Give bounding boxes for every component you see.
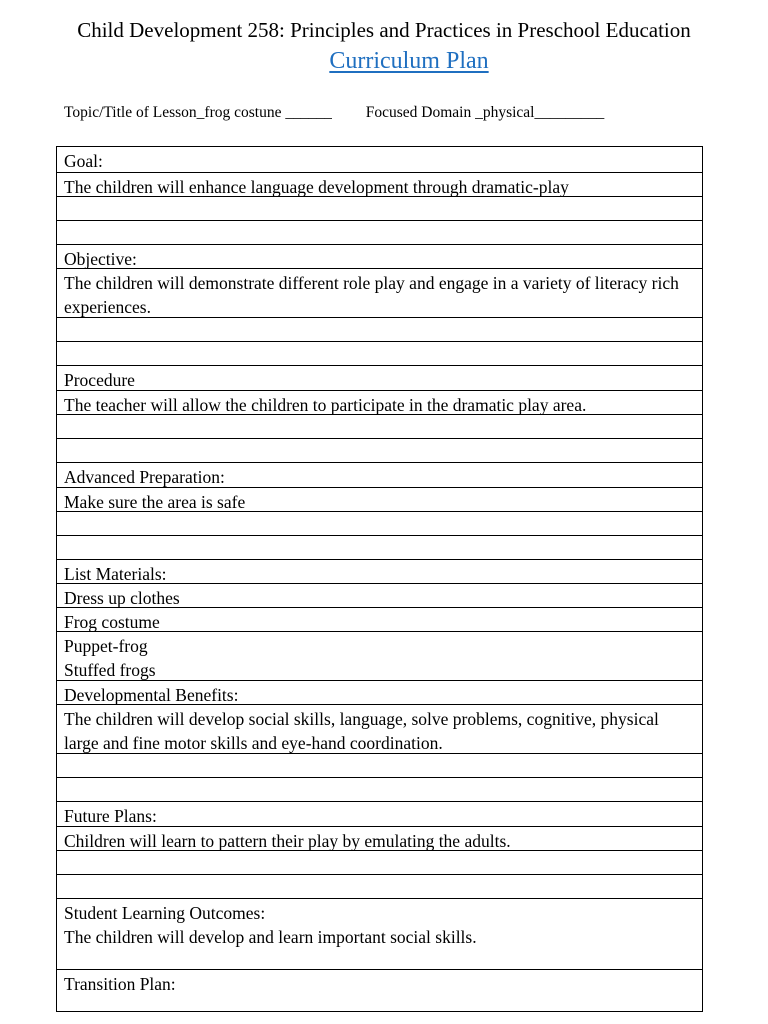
material-item: Frog costume — [57, 607, 702, 631]
course-title: Child Development 258: Principles and Practices in Preschool Education — [77, 18, 691, 42]
student-learning-outcomes: Student Learning Outcomes: The children will develop and learn important social skills. — [57, 898, 702, 969]
future-plans-label: Future Plans: — [57, 801, 702, 826]
developmental-benefits-label: Developmental Benefits: — [57, 680, 702, 704]
blank-row — [57, 317, 702, 341]
material-item: Dress up clothes — [57, 583, 702, 607]
blank-row — [57, 535, 702, 559]
objective-label: Objective: — [57, 244, 702, 268]
blank-row — [57, 220, 702, 244]
curriculum-plan-title: Curriculum Plan — [329, 48, 489, 74]
blank-row — [57, 753, 702, 777]
blank-row — [57, 341, 702, 365]
procedure-label: Procedure — [57, 365, 702, 390]
advanced-preparation-text: Make sure the area is safe — [57, 487, 702, 511]
material-item: Puppet-frog Stuffed frogs — [57, 631, 702, 680]
curriculum-plan-table — [56, 146, 703, 1012]
objective-text: The children will demonstrate different role play and engage in a variety of literacy rich experiences. — [57, 268, 702, 317]
blank-row — [57, 511, 702, 535]
lesson-meta-line — [64, 104, 604, 122]
goal-text: The children will enhance language development through dramatic-play — [57, 172, 702, 196]
lesson-topic: Topic/Title of Lesson_frog costune ______ — [64, 104, 332, 121]
blank-row — [57, 414, 702, 438]
blank-row — [57, 438, 702, 462]
advanced-preparation-label: Advanced Preparation: — [57, 462, 702, 487]
list-materials-label: List Materials: — [57, 559, 702, 583]
transition-plan-label: Transition Plan: — [57, 969, 702, 1011]
goal-label: Goal: — [64, 151, 103, 171]
blank-row — [57, 874, 702, 898]
blank-row — [57, 777, 702, 801]
blank-row — [57, 196, 702, 220]
blank-row — [57, 850, 702, 874]
developmental-benefits-text: The children will develop social skills, language, solve problems, cognitive, physical large and fine motor skills and eye-hand coordination. — [57, 704, 702, 753]
focused-domain: Focused Domain _physical_________ — [365, 104, 605, 121]
procedure-text: The teacher will allow the children to participate in the dramatic play area. — [57, 390, 702, 414]
future-plans-text: Children will learn to pattern their play by emulating the adults. — [57, 826, 702, 850]
